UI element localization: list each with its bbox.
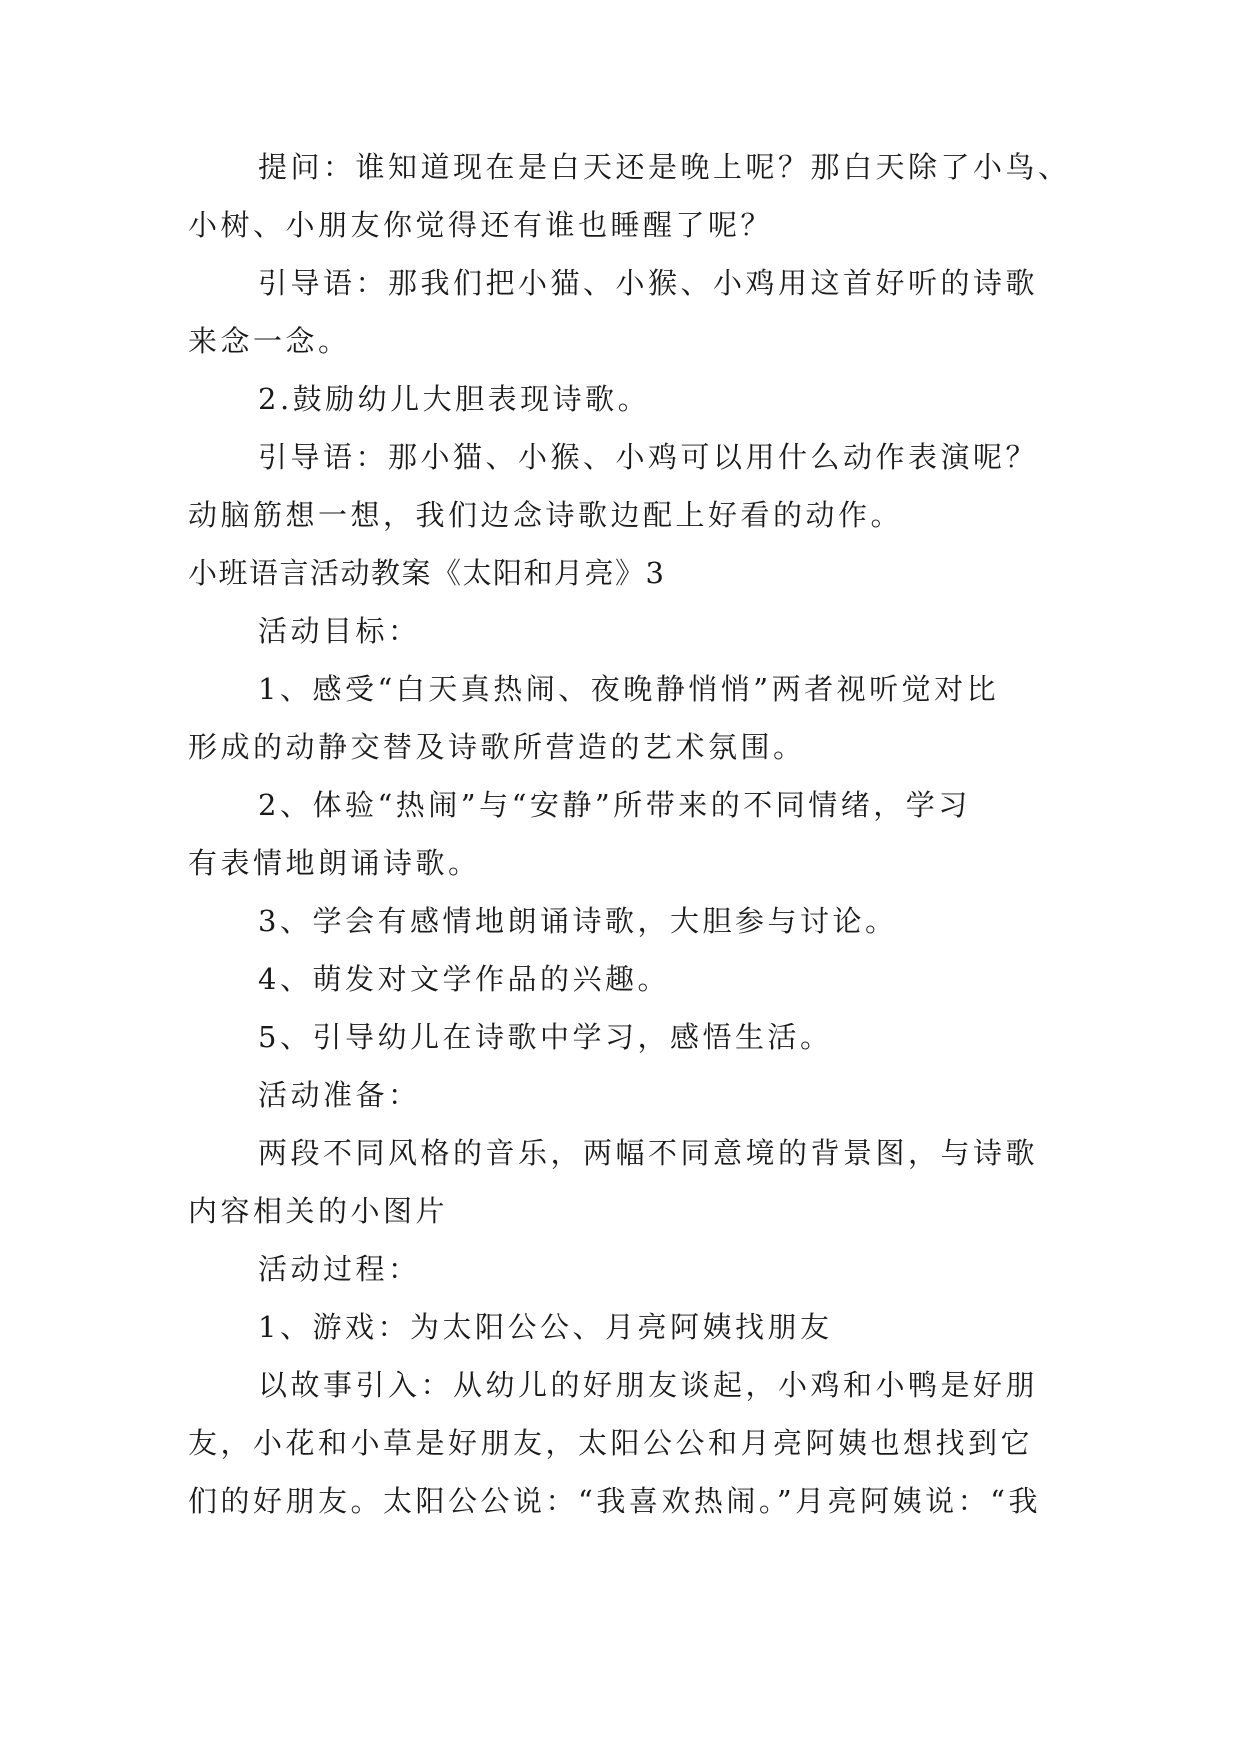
list-item: 4、萌发对文学作品的兴趣。 [258,962,670,996]
paragraph-line: 以故事引入：从幼儿的好朋友谈起，小鸡和小鸭是好朋 [258,1368,1039,1402]
paragraph-line: 友，小花和小草是好朋友，太阳公公和月亮阿姨也想找到它 [188,1426,1034,1460]
subheading-process: 活动过程： [258,1252,421,1286]
paragraph-line: 动脑筋想一想，我们边念诗歌边配上好看的动作。 [188,498,904,532]
paragraph-line: 形成的动静交替及诗歌所营造的艺术氛围。 [188,730,806,764]
paragraph-line: 2.鼓励幼儿大胆表现诗歌。 [258,382,651,416]
paragraph-line: 两段不同风格的音乐，两幅不同意境的背景图，与诗歌 [258,1136,1039,1170]
paragraph-line: 引导语：那我们把小猫、小猴、小鸡用这首好听的诗歌 [258,266,1039,300]
paragraph-line: 提问：谁知道现在是白天还是晚上呢？那白天除了小鸟、 [258,150,1071,184]
subheading-objectives: 活动目标： [258,614,421,648]
paragraph-line: 引导语：那小猫、小猴、小鸡可以用什么动作表演呢？ [258,440,1039,474]
list-item: 2、体验“热闹”与“安静”所带来的不同情绪，学习 [258,788,971,822]
paragraph-line: 小树、小朋友你觉得还有谁也睡醒了呢？ [188,208,774,242]
paragraph-line: 内容相关的小图片 [188,1194,449,1228]
list-item: 1、感受“白天真热闹、夜晚静悄悄”两者视听觉对比 [258,672,1000,706]
subheading-preparation: 活动准备： [258,1078,421,1112]
section-heading: 小班语言活动教案《太阳和月亮》3 [188,556,666,590]
paragraph-line: 有表情地朗诵诗歌。 [188,846,481,880]
paragraph-line: 们的好朋友。太阳公公说：“我喜欢热闹。”月亮阿姨说：“我 [188,1484,1041,1518]
paragraph-line: 来念一念。 [188,324,351,358]
list-item: 5、引导幼儿在诗歌中学习，感悟生活。 [258,1020,833,1054]
list-item: 3、学会有感情地朗诵诗歌，大胆参与讨论。 [258,904,898,938]
list-item: 1、游戏：为太阳公公、月亮阿姨找朋友 [258,1310,833,1344]
